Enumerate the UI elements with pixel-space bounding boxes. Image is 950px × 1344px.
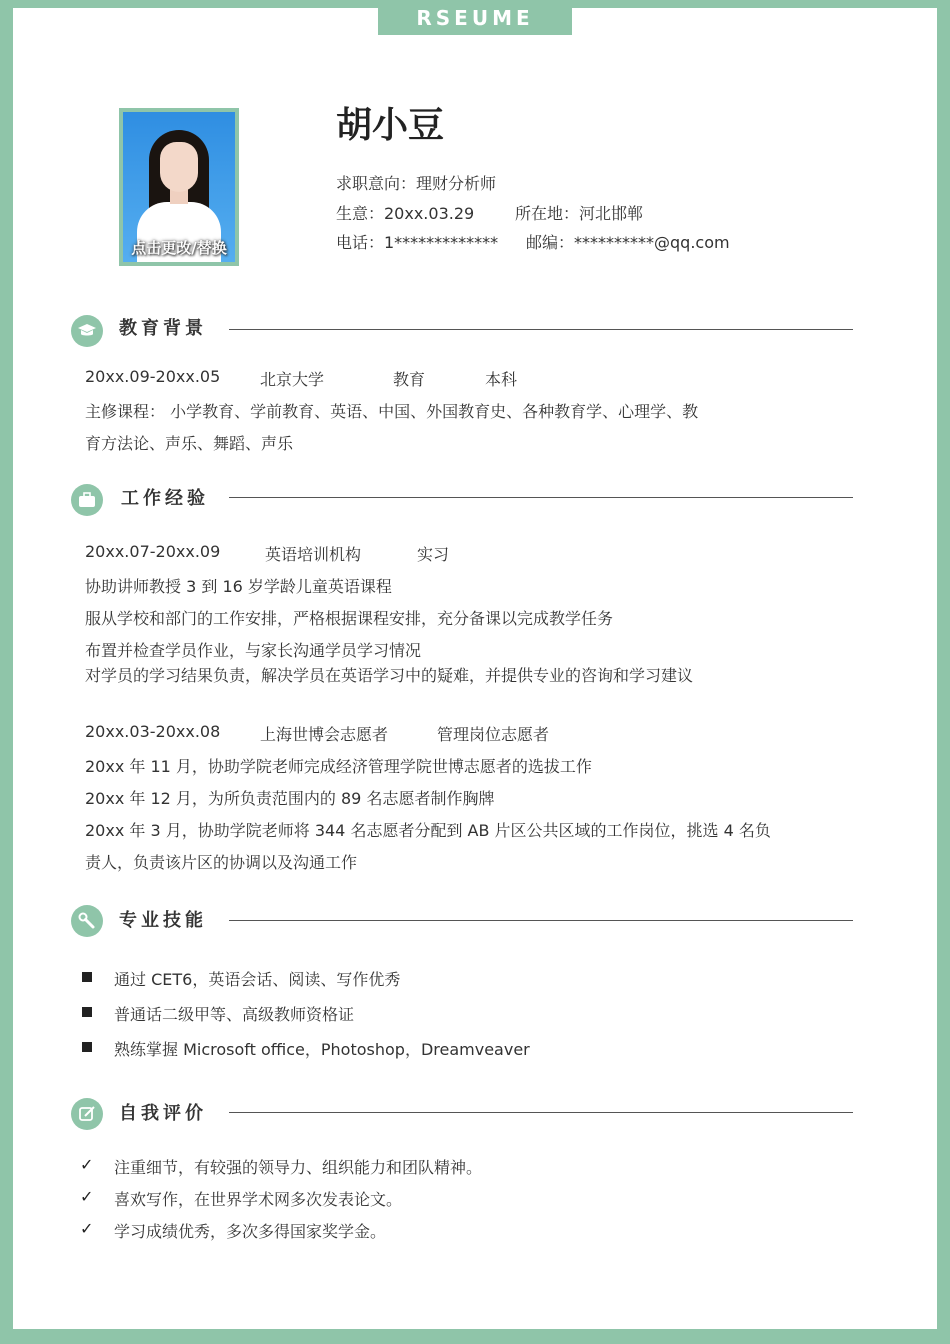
skill-item: 熟练掌握 Microsoft office，Photoshop，Dreamveaver — [114, 1040, 530, 1059]
job1-duty: 对学员的学习结果负责，解决学员在英语学习中的疑难，并提供专业的咨询和学习建议 — [85, 666, 694, 685]
job1-duty: 协助讲师教授 3 到 16 岁学龄儿童英语课程 — [85, 577, 392, 596]
birth-date: 生意：20xx.03.29 — [336, 204, 475, 223]
education-divider — [229, 329, 853, 330]
education-degree: 本科 — [485, 370, 518, 389]
checkmark-icon: ✓ — [80, 1155, 94, 1174]
education-courses-2: 育方法论、声乐、舞蹈、声乐 — [85, 434, 294, 453]
bullet-square-icon — [82, 1007, 92, 1017]
job-objective: 求职意向：理财分析师 — [336, 174, 497, 193]
profile-photo[interactable] — [119, 108, 239, 266]
photo-face — [160, 142, 198, 192]
self-eval-divider — [229, 1112, 853, 1113]
job2-duty: 20xx 年 3 月，协助学院老师将 344 名志愿者分配到 AB 片区公共区域的工作岗位，挑选 4 名负 — [85, 821, 771, 840]
photo-replace-caption[interactable]: 点击更改/替换 — [131, 239, 227, 257]
graduation-cap-icon — [71, 315, 103, 347]
self-eval-item: 注重细节，有较强的领导力、组织能力和团队精神。 — [114, 1158, 483, 1177]
briefcase-icon — [71, 484, 103, 516]
self-eval-item: 学习成绩优秀，多次多得国家奖学金。 — [114, 1222, 387, 1241]
bullet-square-icon — [82, 1042, 92, 1052]
self-eval-item: 喜欢写作，在世界学术网多次发表论文。 — [114, 1190, 403, 1209]
job1-org: 英语培训机构 — [265, 545, 362, 564]
skill-item: 通过 CET6，英语会话、阅读、写作优秀 — [114, 970, 401, 989]
checkmark-icon: ✓ — [80, 1187, 94, 1206]
work-divider — [229, 497, 853, 498]
job2-period: 20xx.03-20xx.08 — [85, 722, 221, 741]
skills-title: 专业技能 — [119, 910, 207, 931]
location: 所在地：河北邯郸 — [515, 204, 644, 223]
job1-duty: 布置并检查学员作业，与家长沟通学员学习情况 — [85, 641, 422, 660]
candidate-name: 胡小豆 — [336, 105, 445, 146]
postcode-email: 邮编：**********@qq.com — [526, 233, 730, 252]
job1-period: 20xx.07-20xx.09 — [85, 542, 221, 561]
education-courses-1: 主修课程： 小学教育、学前教育、英语、中国、外国教育史、各种教育学、心理学、教 — [85, 402, 699, 421]
phone: 电话：1************* — [336, 233, 499, 252]
job2-duty: 责人，负责该片区的协调以及沟通工作 — [85, 853, 358, 872]
job1-duty: 服从学校和部门的工作安排，严格根据课程安排，充分备课以完成教学任务 — [85, 609, 614, 628]
skills-divider — [229, 920, 853, 921]
wrench-icon — [71, 905, 103, 937]
job2-role: 管理岗位志愿者 — [437, 725, 550, 744]
job2-org: 上海世博会志愿者 — [260, 725, 389, 744]
self-eval-title: 自我评价 — [119, 1103, 207, 1124]
job1-role: 实习 — [417, 545, 450, 564]
education-major: 教育 — [393, 370, 426, 389]
skill-item: 普通话二级甲等、高级教师资格证 — [114, 1005, 355, 1024]
checkmark-icon: ✓ — [80, 1219, 94, 1238]
photo-frame — [123, 112, 235, 262]
education-period: 20xx.09-20xx.05 — [85, 367, 221, 386]
education-title: 教育背景 — [119, 318, 207, 339]
education-school: 北京大学 — [260, 370, 325, 389]
bullet-square-icon — [82, 972, 92, 982]
resume-banner: RSEUME — [378, 0, 572, 35]
job2-duty: 20xx 年 11 月，协助学院老师完成经济管理学院世博志愿者的选拔工作 — [85, 757, 592, 776]
work-title: 工作经验 — [121, 488, 209, 509]
edit-icon — [71, 1098, 103, 1130]
job2-duty: 20xx 年 12 月，为所负责范围内的 89 名志愿者制作胸牌 — [85, 789, 495, 808]
